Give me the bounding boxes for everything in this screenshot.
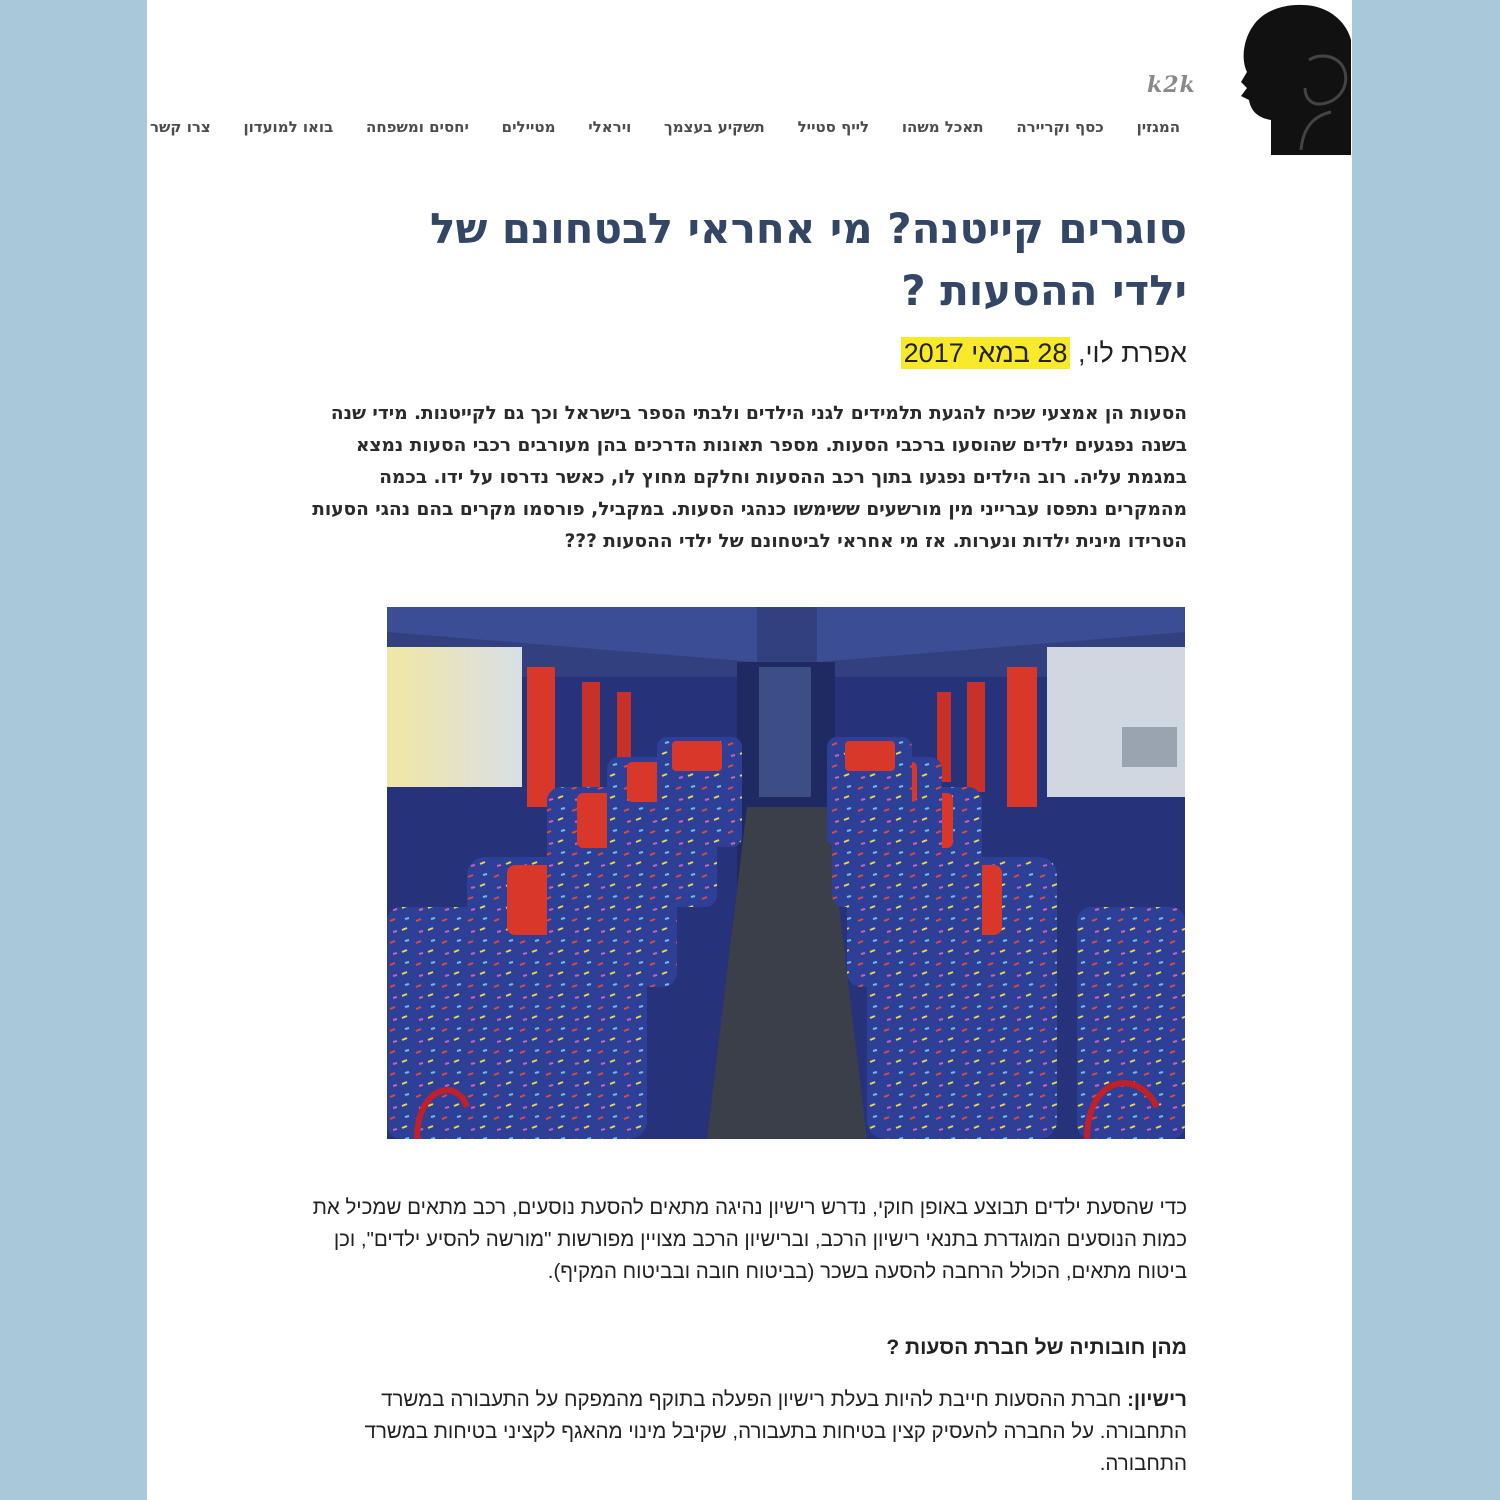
title-line-1: סוגרים קייטנה? מי אחראי לבטחונם של <box>430 204 1187 253</box>
nav-item-viral[interactable]: ויראלי <box>588 118 632 136</box>
subheading-company-duties: מהן חובותיה של חברת הסעות ? <box>886 1336 1187 1359</box>
title-line-2: ילדי ההסעות ? <box>901 266 1187 315</box>
scanned-page <box>147 0 1352 1500</box>
nav-item-travel[interactable]: מטיילים <box>501 118 556 136</box>
publish-date: 28 במאי 2017 <box>901 337 1071 369</box>
nav-item-relationships[interactable]: יחסים ומשפחה <box>366 118 469 136</box>
paragraph-legal-requirements: כדי שהסעת ילדים תבוצע באופן חוקי, נדרש רישיון נהיגה מתאים להסעת נוסעים, רכב מתאים שמכיל את כמות הנוסעים המוגדרת בתנאי רישיון הרכב, וברישיון הרכב מצויין מפורשות "מורשה להסיע ילדים", וכן ביטוח מתאים, הכולל הרחבה להסעה בשכר (בביטוח חובה ובביטוח המקיף). <box>312 1196 1187 1283</box>
nav-item-magazine[interactable]: המגזין <box>1136 118 1180 136</box>
nav-item-club[interactable]: בואו למועדון <box>243 118 334 136</box>
main-nav <box>150 118 1180 136</box>
nav-item-contact[interactable]: צרו קשר <box>150 118 211 136</box>
nav-item-eat[interactable]: תאכל משהו <box>901 118 984 136</box>
nav-item-invest-yourself[interactable]: תשקיע בעצמך <box>664 118 765 136</box>
article-lead: הסעות הן אמצעי שכיח להגעת תלמידים לגני הילדים ולבתי הספר בישראל וכך גם לקייטנות. מידי שנה בשנה נפגעים ילדים שהוסעו ברכבי הסעות. מספר תאונות הדרכים בהן מעורבים רכבי הסעות נמצא במגמת עליה. רוב הילדים נפגעו בתוך רכב ההסעות וחלקם מחוץ לו, כאשר נדרסו על ידו. בכמה מהמקרים נתפסו עברייני מין מורשעים ששימשו כנהגי הסעות. במקביל, פורסמו מקרים בהם נהגי הסעות הטרידו מינית ילדות ונערות. אז מי אחראי לביטחונם של ילדי ההסעות ??? <box>312 403 1187 552</box>
article-title <box>307 198 1187 322</box>
head-silhouette-icon <box>1231 0 1351 155</box>
license-label: רישיון: <box>1127 1388 1187 1411</box>
license-text: חברת ההסעות חייבת להיות בעלת רישיון הפעלה בתוקף מהמפקח על התעבורה במשרד התחבורה. על החברה להעסיק קצין בטיחות בתעבורה, שקיבל מינוי מהאגף לקציני בטיחות במשרד התחבורה. <box>364 1388 1187 1475</box>
paragraph-license <box>307 1384 1187 1480</box>
nav-item-money-career[interactable]: כסף וקריירה <box>1016 118 1104 136</box>
byline <box>307 338 1187 369</box>
bus-interior-photo <box>387 607 1185 1139</box>
logo-text: k2k <box>1147 72 1196 98</box>
nav-item-lifestyle[interactable]: לייף סטייל <box>797 118 870 136</box>
author-name: אפרת לוי, <box>1077 338 1187 368</box>
